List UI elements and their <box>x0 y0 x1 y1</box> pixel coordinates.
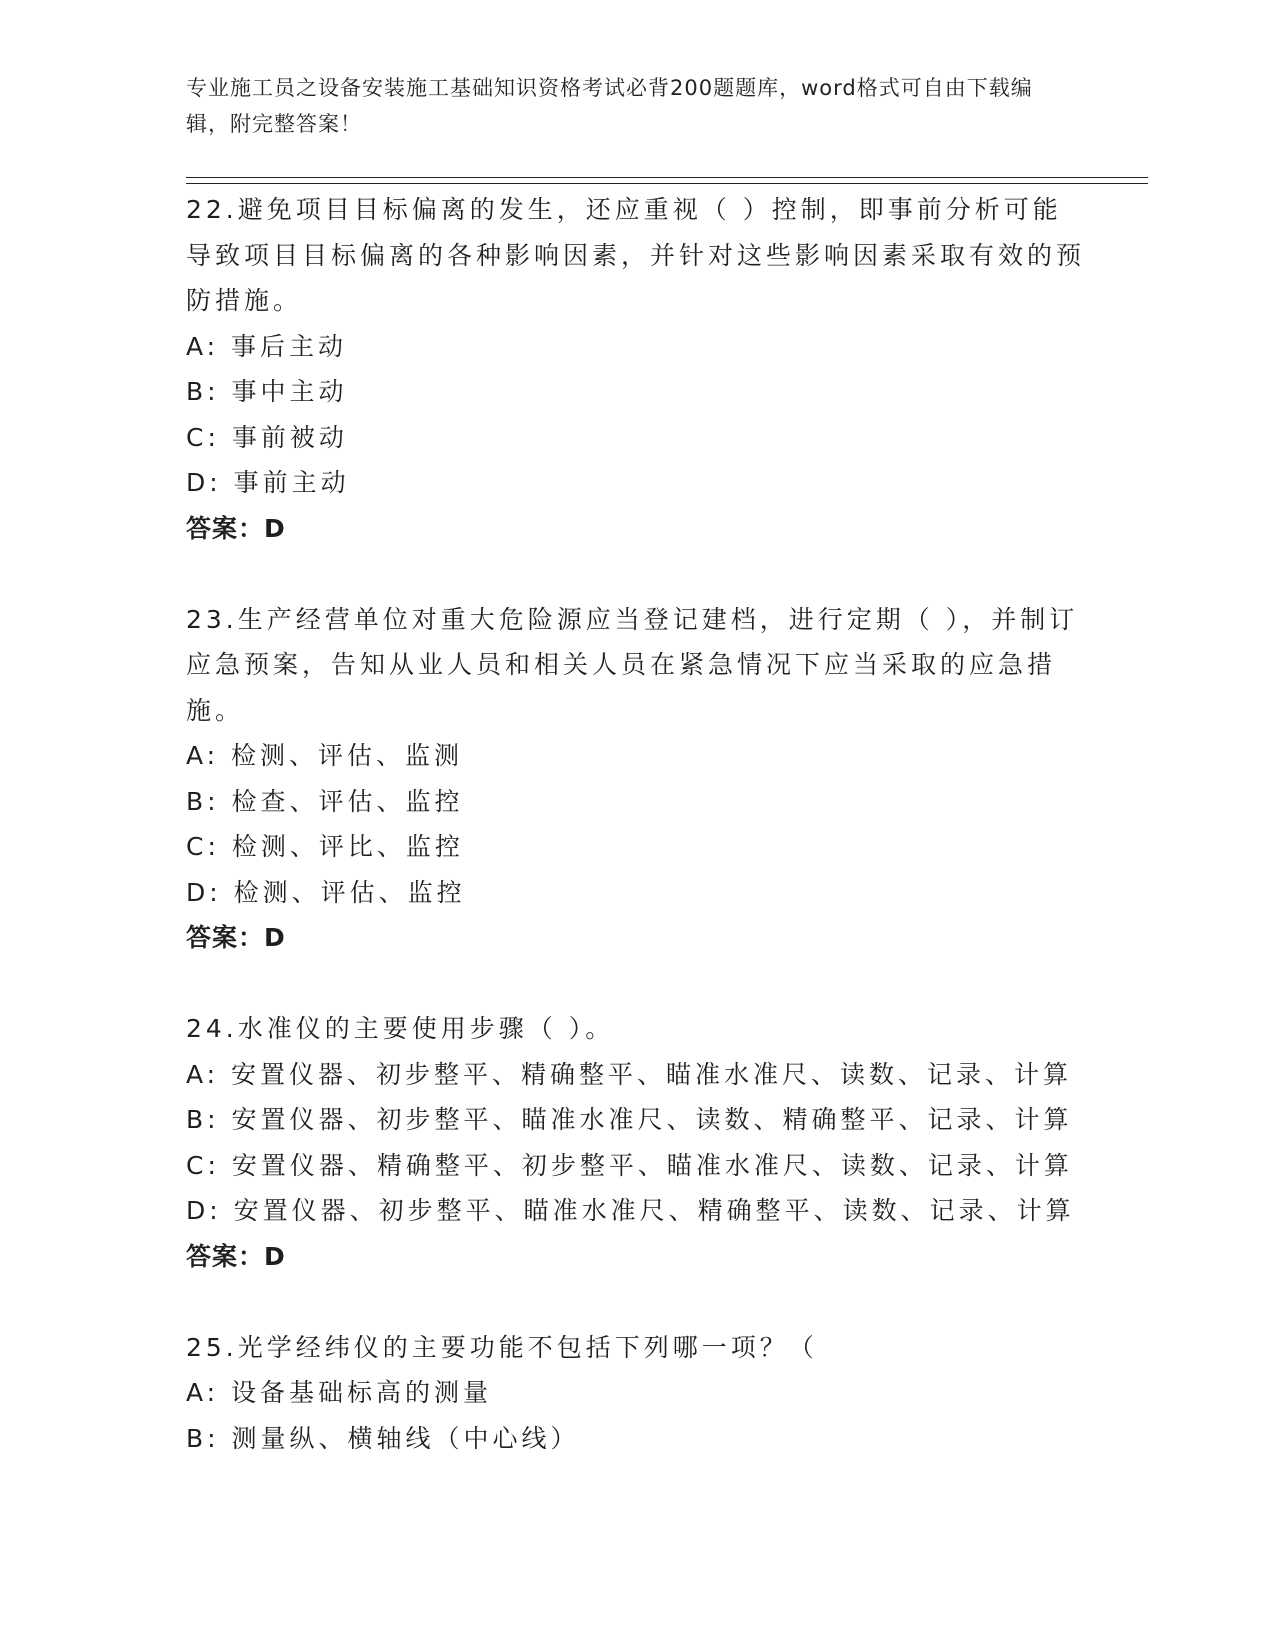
answer-line: 答案：D <box>186 923 286 952</box>
option-c: C: 安置仪器、精确整平、初步整平、瞄准水准尺、读数、记录、计算 <box>186 1150 1073 1180</box>
question-stem: 25.光学经纬仪的主要功能不包括下列哪一项？（ <box>186 1332 818 1362</box>
option-a: A: 检测、评估、监测 <box>186 741 464 770</box>
option-a: A: 安置仪器、初步整平、精确整平、瞄准水准尺、读数、记录、计算 <box>186 1059 1073 1089</box>
option-b: B: 检查、评估、监控 <box>186 786 464 816</box>
question-stem: 24.水准仪的主要使用步骤（ ）。 <box>186 1014 615 1043</box>
question-spacer <box>186 1279 1086 1325</box>
answer-line: 答案：D <box>186 513 286 543</box>
question-stem: 22.避免项目目标偏离的发生，还应重视（ ）控制，即事前分析可能导致项目目标偏离的各种影响因素，并针对这些影响因素采取有效的预防措施。 <box>186 195 1086 315</box>
option-d: D: 安置仪器、初步整平、瞄准水准尺、精确整平、读数、记录、计算 <box>186 1196 1075 1225</box>
question-spacer <box>186 961 1086 1007</box>
question-spacer <box>186 551 1086 597</box>
question-24 <box>186 1006 1086 1279</box>
option-b: B: 事中主动 <box>186 377 348 406</box>
answer-line: 答案：D <box>186 1241 286 1271</box>
option-b: B: 安置仪器、初步整平、瞄准水准尺、读数、精确整平、记录、计算 <box>186 1105 1073 1134</box>
question-23 <box>186 597 1086 961</box>
option-d: D: 事前主动 <box>186 468 350 497</box>
option-c: C: 事前被动 <box>186 422 348 452</box>
option-a: A: 设备基础标高的测量 <box>186 1378 493 1407</box>
option-b: B: 测量纵、横轴线（中心线） <box>186 1423 580 1453</box>
document-header: 专业施工员之设备安装施工基础知识资格考试必背200题题库，word格式可自由下载编辑，附完整答案！ <box>186 76 1033 136</box>
option-d: D: 检测、评估、监控 <box>186 877 466 907</box>
option-a: A: 事后主动 <box>186 331 348 361</box>
question-list <box>186 187 1086 1461</box>
question-22 <box>186 187 1086 551</box>
question-25 <box>186 1325 1086 1462</box>
option-c: C: 检测、评比、监控 <box>186 832 464 861</box>
question-stem: 23.生产经营单位对重大危险源应当登记建档，进行定期（ ），并制订应急预案，告知从业人员和相关人员在紧急情况下应当采取的应急措施。 <box>186 604 1079 725</box>
header-rule-bottom <box>186 183 1148 184</box>
header-rule-top <box>186 177 1148 178</box>
